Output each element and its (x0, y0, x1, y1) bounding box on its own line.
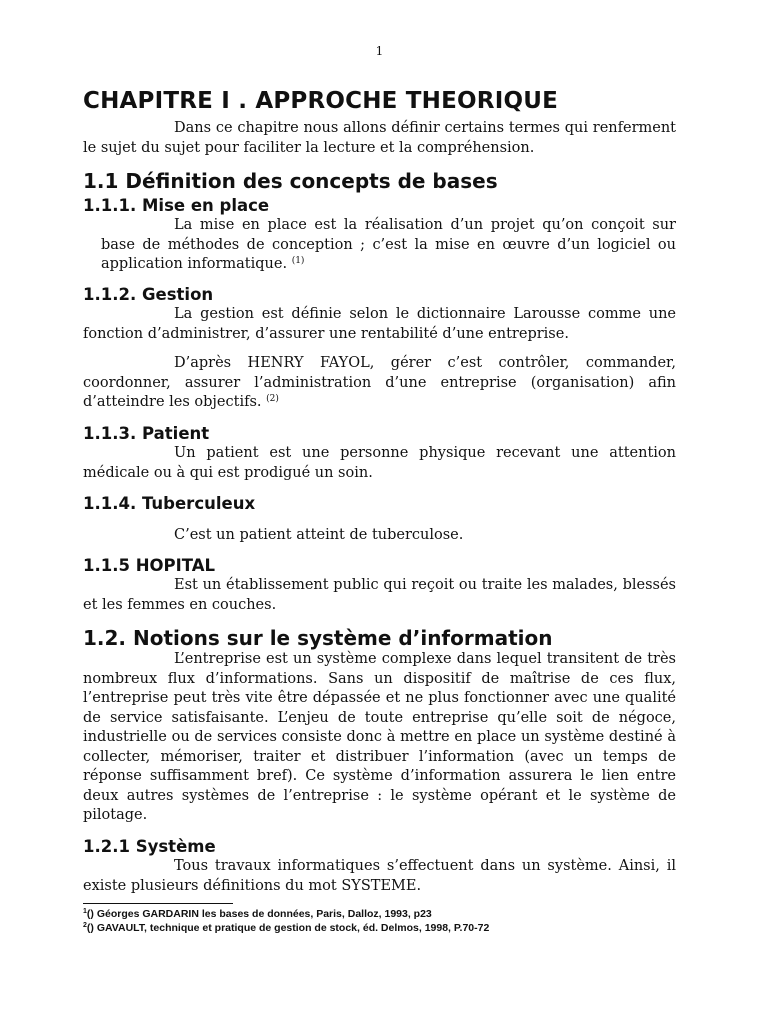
footnote-1-text: () Géorges GARDARIN les bases de données, Paris, Dalloz, 1993, p23 (86, 908, 432, 920)
chapter-title: CHAPITRE I . APPROCHE THEORIQUE (83, 88, 559, 114)
section-1-1-2-title: 1.1.2. Gestion (83, 285, 214, 304)
intro-paragraph: Dans ce chapitre nous allons définir certains termes qui renferment le sujet du sujet pour faciliter la lecture et la compréhension. (83, 120, 676, 156)
footnote-1 (83, 907, 676, 921)
section-1-1-title: 1.1 Définition des concepts de bases (83, 169, 498, 193)
section-1-2-title: 1.2. Notions sur le système d’information (83, 626, 553, 650)
footnote-2-text: () GAVAULT, technique et pratique de gestion de stock, éd. Delmos, 1998, P.70-72 (86, 922, 490, 934)
footnote-ref-1: (1) (291, 256, 305, 266)
footnote-2 (83, 921, 676, 935)
page-number: 1 (375, 44, 384, 58)
footnote-ref-2: (2) (266, 394, 279, 404)
section-1-1-2-paragraph-2 (83, 354, 676, 413)
section-1-2-1-paragraph: Tous travaux informatiques s’effectuent dans un système. Ainsi, il existe plusieurs définitions du mot SYSTEME. (83, 858, 676, 894)
footnote-1-number: 1 (83, 908, 87, 915)
section-1-1-4-title: 1.1.4. Tuberculeux (83, 494, 256, 513)
section-1-1-2-text-2: D’après HENRY FAYOL, gérer c’est contrôler, commander, coordonner, assurer l’administration d’une entreprise (organisation) afin d’atteindre les objectifs. (83, 355, 676, 410)
section-1-1-1-paragraph (83, 216, 676, 275)
section-1-1-5-title: 1.1.5 HOPITAL (83, 556, 216, 575)
footnote-2-number: 2 (83, 922, 87, 929)
section-1-1-5-paragraph: Est un établissement public qui reçoit ou traite les malades, blessés et les femmes en couches. (83, 577, 676, 613)
section-1-2-paragraph: L’entreprise est un système complexe dans lequel transitent de très nombreux flux d’informations. Sans un dispositif de maîtrise de ces flux, l’entreprise peut très vite être dépassée et ne plus fonctionner avec une qualité de service satisfaisante. L’enjeu de toute entreprise qu’elle soit de négoce, industrielle ou de services consiste donc à mettre en place un système destiné à collecter, mémoriser, traiter et distribuer l’information (avec un temps de réponse suffisamment bref). Ce système d’information assurera le lien entre deux autres systèmes de l’entreprise : le système opérant et le système de pilotage. (83, 651, 676, 823)
section-1-2-1-title: 1.2.1 Système (83, 837, 216, 856)
section-1-1-2-paragraph-1: La gestion est définie selon le dictionnaire Larousse comme une fonction d’administrer, d’assurer une rentabilité d’une entreprise. (83, 306, 676, 342)
section-1-1-3-title: 1.1.3. Patient (83, 424, 210, 443)
section-1-1-3-paragraph: Un patient est une personne physique recevant une attention médicale ou à qui est prodigué un soin. (83, 445, 676, 481)
section-1-1-1-title: 1.1.1. Mise en place (83, 196, 270, 215)
section-1-1-1-text: La mise en place est la réalisation d’un projet qu’on conçoit sur base de méthodes de conception ; c’est la mise en œuvre d’un logiciel ou application informatique. (101, 217, 676, 272)
footnote-separator (83, 903, 233, 904)
section-1-1-4-paragraph: C’est un patient atteint de tuberculose. (174, 527, 464, 543)
